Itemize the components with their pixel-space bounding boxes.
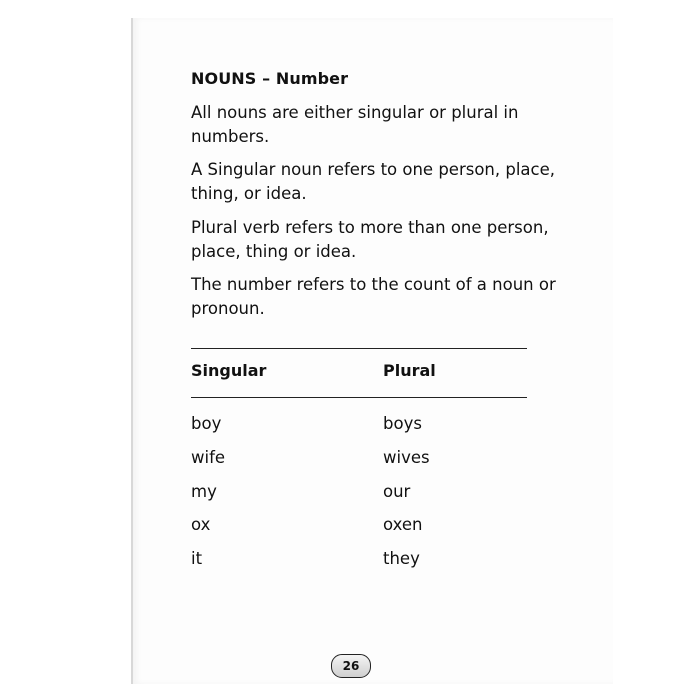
plural-cell: they bbox=[383, 549, 420, 568]
table-row bbox=[0, 549, 700, 575]
singular-cell: ox bbox=[191, 515, 211, 534]
column-header-singular: Singular bbox=[191, 361, 267, 380]
plural-cell: wives bbox=[383, 448, 430, 467]
paragraph-plural-definition: Plural verb refers to more than one person, place, thing or idea. bbox=[191, 218, 549, 261]
singular-cell: boy bbox=[191, 414, 222, 433]
singular-cell: my bbox=[191, 482, 217, 501]
paragraph-singular-definition: A Singular noun refers to one person, place, thing, or idea. bbox=[191, 160, 556, 203]
table-row bbox=[0, 448, 700, 474]
table-row bbox=[0, 414, 700, 440]
table-header-rule bbox=[191, 397, 527, 398]
paragraph-nouns-number: All nouns are either singular or plural in numbers. bbox=[191, 103, 519, 146]
plural-cell: our bbox=[383, 482, 411, 501]
table-top-rule bbox=[191, 348, 527, 349]
column-header-plural: Plural bbox=[383, 361, 436, 380]
table-row bbox=[0, 515, 700, 541]
singular-cell: wife bbox=[191, 448, 226, 467]
plural-cell: boys bbox=[383, 414, 422, 433]
paragraph-number-definition: The number refers to the count of a noun or pronoun. bbox=[191, 275, 556, 318]
section-heading: NOUNS – Number bbox=[191, 69, 349, 88]
table-row bbox=[0, 482, 700, 508]
singular-cell: it bbox=[191, 549, 203, 568]
plural-cell: oxen bbox=[383, 515, 423, 534]
page-number-badge: 26 bbox=[331, 654, 371, 678]
